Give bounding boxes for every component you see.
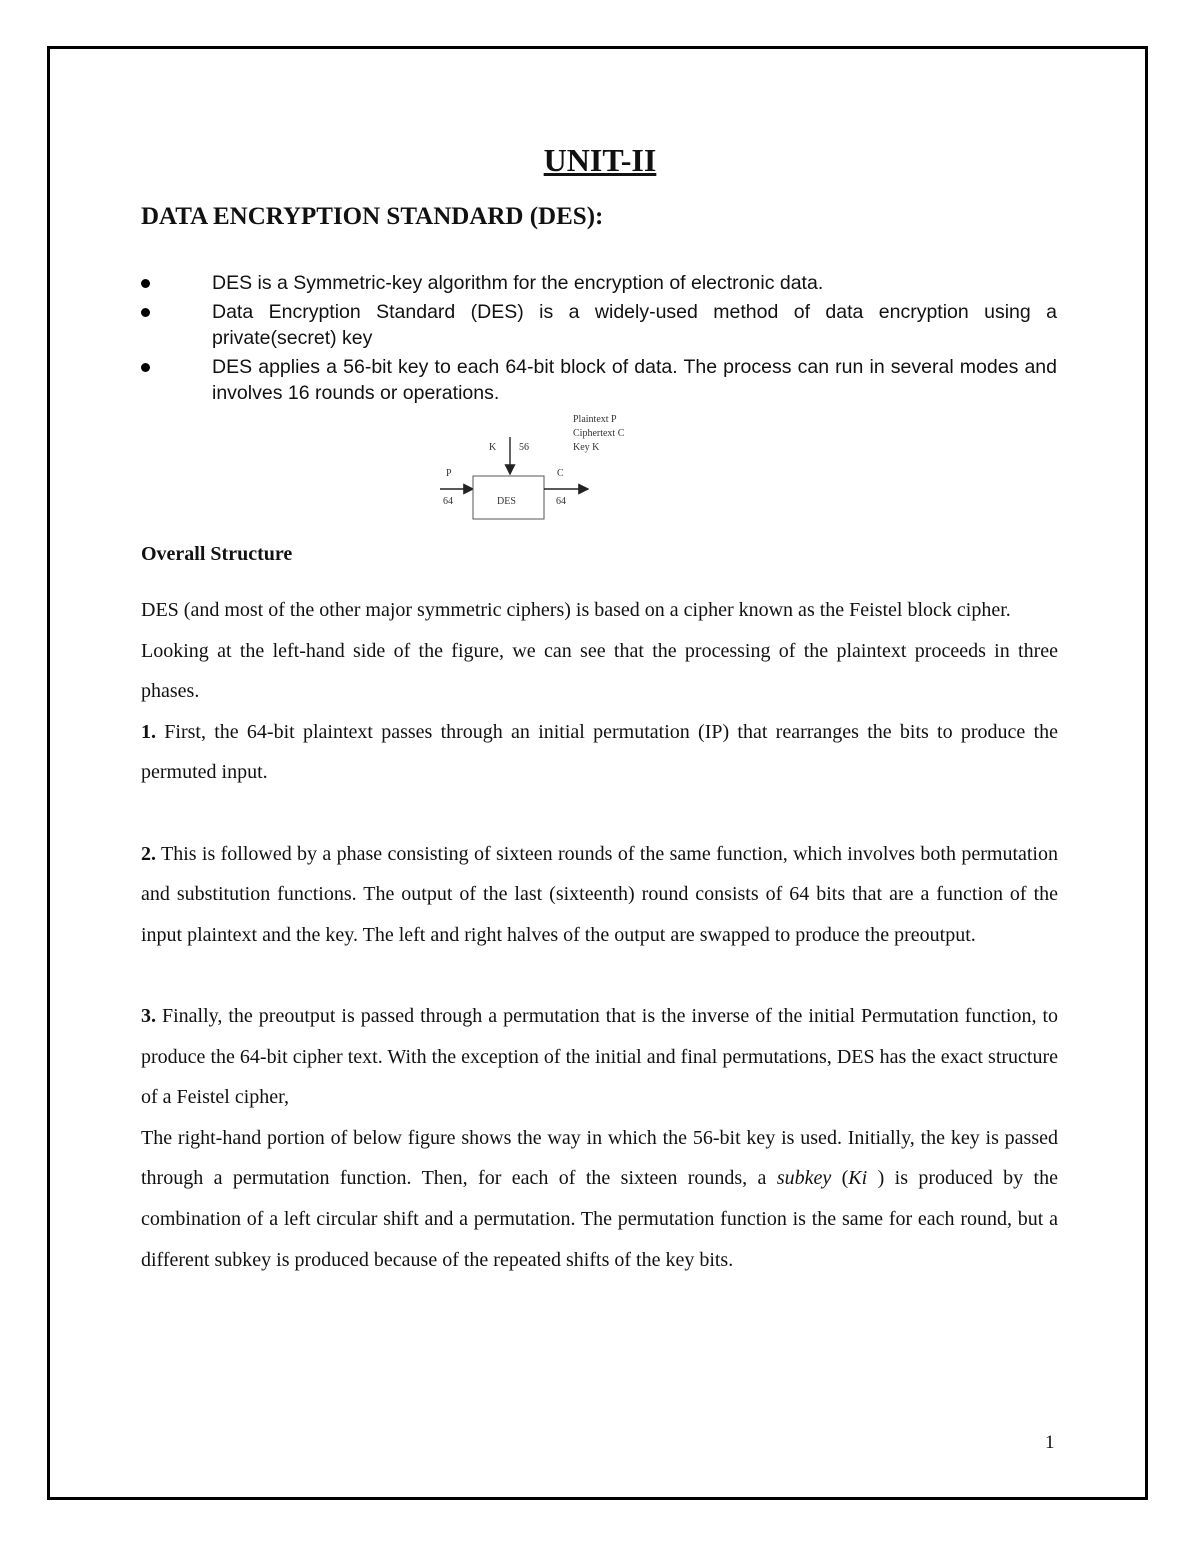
- bullet-item: [141, 299, 1057, 351]
- page-number: 1: [1045, 1432, 1055, 1453]
- paragraph-step-2: [141, 834, 1058, 956]
- bullet-icon: [141, 308, 150, 317]
- legend-ciphertext: Ciphertext C: [573, 428, 625, 439]
- des-box-label: DES: [497, 496, 516, 507]
- bullet-item: [141, 270, 1057, 296]
- bullet-item: [141, 354, 1057, 406]
- paragraph-gap: [141, 955, 1058, 996]
- paragraph-phases: Looking at the left-hand side of the figure, we can see that the processing of the plaintext proceeds in three phases.: [141, 639, 1058, 703]
- output-label: C: [557, 468, 564, 479]
- key-text-c: ) is produced by the combination of a left circular shift and a permutation. The permutation function is the same for each round, but a different subkey is produced because of the repeated shifts of the key bits.: [141, 1167, 1058, 1271]
- paragraph-gap: [141, 793, 1058, 834]
- des-block-diagram: [420, 405, 680, 530]
- key-label: K: [489, 442, 497, 453]
- section-heading: DATA ENCRYPTION STANDARD (DES):: [141, 203, 604, 230]
- ki-term: Ki: [848, 1167, 868, 1190]
- body-text: [141, 590, 1058, 1280]
- step-1-text: First, the 64-bit plaintext passes through an initial permutation (IP) that rearranges the bits to produce the permuted input.: [141, 720, 1058, 784]
- legend-key: Key K: [573, 442, 600, 453]
- bullet-list: [141, 270, 1057, 409]
- step-2-text: This is followed by a phase consisting of sixteen rounds of the same function, which involves both permutation and substitution functions. The output of the last (sixteenth) round consists of 64 bits that are a function of the input plaintext and the key. The left and right halves of the output are swapped to produce the preoutput.: [141, 842, 1058, 946]
- bullet-icon: [141, 279, 150, 288]
- paragraph-step-3: [141, 996, 1058, 1118]
- bullet-text: DES is a Symmetric-key algorithm for the encryption of electronic data.: [212, 272, 824, 294]
- paragraph-step-1: [141, 712, 1058, 793]
- key-text-b: (: [831, 1167, 849, 1190]
- step-3-number: 3.: [141, 1004, 156, 1027]
- bullet-icon: [141, 363, 150, 372]
- key-text-a: The right-hand portion of below figure shows the way in which the 56-bit key is used. Initially, the key is passed through a permutation function. Then, for each of the sixteen rounds, a: [141, 1126, 1058, 1190]
- key-bits-label: 56: [519, 442, 529, 453]
- subkey-term: subkey: [776, 1167, 832, 1190]
- unit-title: UNIT-II: [543, 142, 657, 178]
- overall-structure-heading: Overall Structure: [141, 543, 293, 565]
- bullet-text: DES applies a 56-bit key to each 64-bit block of data. The process can run in several modes and involves 16 rounds or operations.: [212, 356, 1057, 404]
- output-bits-label: 64: [556, 496, 566, 507]
- step-3-text: Finally, the preoutput is passed through a permutation that is the inverse of the initial Permutation function, to produce the 64-bit cipher text. With the exception of the initial and final permutations, DES has the exact structure of a Feistel cipher,: [141, 1004, 1058, 1109]
- step-2-number: 2.: [141, 842, 156, 865]
- step-1-number: 1.: [141, 720, 156, 743]
- input-bits-label: 64: [443, 496, 453, 507]
- paragraph-feistel: DES (and most of the other major symmetric ciphers) is based on a cipher known as the Feistel block cipher.: [141, 599, 1011, 621]
- legend-plaintext: Plaintext P: [573, 414, 617, 425]
- bullet-text: Data Encryption Standard (DES) is a widely-used method of data encryption using a private(secret) key: [212, 301, 1057, 349]
- paragraph-key-schedule: [141, 1118, 1058, 1280]
- input-label: P: [446, 468, 452, 479]
